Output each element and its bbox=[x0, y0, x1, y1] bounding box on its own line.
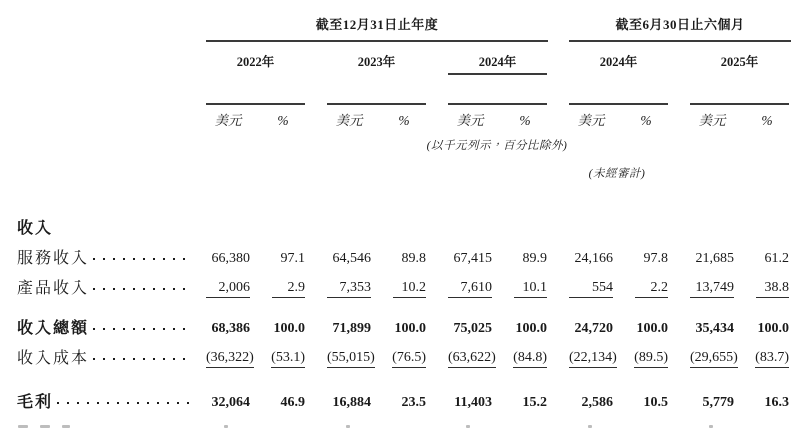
cell-text: 61.2 bbox=[764, 251, 789, 266]
cell-text: (63,622) bbox=[448, 350, 496, 368]
currency-label: 美元 bbox=[456, 113, 484, 128]
percent-value bbox=[745, 395, 789, 411]
cell-text: 7,353 bbox=[327, 280, 371, 298]
usd-value bbox=[448, 280, 492, 298]
cell-text: 2,006 bbox=[206, 280, 250, 298]
usd-value bbox=[327, 395, 371, 411]
clipped-glyph-mark bbox=[40, 425, 50, 428]
percent-value bbox=[382, 280, 426, 298]
percent-value bbox=[745, 350, 789, 368]
currency-label: 美元 bbox=[577, 113, 605, 128]
usd-value bbox=[327, 350, 375, 368]
cell-text: 68,386 bbox=[211, 321, 250, 336]
column-rule-2025 bbox=[690, 103, 789, 105]
section-label-cell bbox=[0, 219, 206, 239]
usd-value bbox=[206, 350, 254, 368]
cell-text: 11,403 bbox=[454, 395, 492, 410]
table-row bbox=[0, 344, 800, 374]
cell-text: 554 bbox=[569, 280, 613, 298]
cell-text: 15.2 bbox=[522, 395, 547, 410]
cell-text: 24,720 bbox=[574, 321, 613, 336]
usd-value bbox=[448, 321, 492, 337]
usd-value bbox=[448, 395, 492, 411]
cell-text: 23.5 bbox=[401, 395, 426, 410]
row-label: 收入成本 bbox=[17, 350, 90, 367]
table-row bbox=[0, 274, 800, 304]
cell-text: 97.1 bbox=[280, 251, 305, 266]
interim-group-rule bbox=[569, 40, 791, 42]
year-2024-underline bbox=[448, 73, 547, 75]
table-body bbox=[0, 214, 800, 418]
percent-value bbox=[624, 280, 668, 298]
percent-value bbox=[503, 350, 547, 368]
cell-text: 89.9 bbox=[522, 251, 547, 266]
cell-text: (89.5) bbox=[634, 350, 668, 368]
percent-value bbox=[382, 395, 426, 411]
dot-leader bbox=[93, 258, 190, 260]
year-label-2023: 2023年 bbox=[357, 55, 396, 69]
cell-text: 16.3 bbox=[764, 395, 789, 410]
cell-text: 2.9 bbox=[272, 280, 305, 298]
percent-value bbox=[503, 321, 547, 337]
usd-value bbox=[569, 350, 617, 368]
table-row bbox=[0, 244, 800, 274]
percent-value bbox=[503, 251, 547, 267]
clipped-glyph-mark bbox=[224, 425, 228, 428]
row-label-cell bbox=[0, 249, 206, 269]
row-label: 毛利 bbox=[17, 394, 54, 411]
usd-value bbox=[327, 280, 371, 298]
cell-text: 100.0 bbox=[757, 321, 789, 336]
column-rule-2024 bbox=[448, 103, 547, 105]
year-label-2022: 2022年 bbox=[236, 55, 275, 69]
cell-text: 71,899 bbox=[332, 321, 371, 336]
percent-value bbox=[624, 321, 668, 337]
period-header-interim: 截至6月30日止六個月 bbox=[615, 17, 745, 32]
usd-value bbox=[569, 321, 613, 337]
percent-value bbox=[261, 350, 305, 368]
clipped-glyph-mark bbox=[466, 425, 470, 428]
cell-text: 100.0 bbox=[636, 321, 668, 336]
cell-text: 66,380 bbox=[211, 251, 250, 266]
unaudited-note: (未經審計) bbox=[588, 168, 646, 180]
cell-text: (84.8) bbox=[513, 350, 547, 368]
usd-value bbox=[690, 350, 738, 368]
cell-text: 75,025 bbox=[453, 321, 492, 336]
cell-text: (53.1) bbox=[271, 350, 305, 368]
percent-value bbox=[624, 251, 668, 267]
percent-value bbox=[261, 395, 305, 411]
cell-text: 16,884 bbox=[332, 395, 371, 410]
usd-value bbox=[569, 251, 613, 267]
label-column-spacer bbox=[0, 112, 206, 129]
clipped-glyph-mark bbox=[18, 425, 28, 428]
dot-leader bbox=[93, 358, 190, 360]
cell-text: 2,586 bbox=[581, 395, 613, 410]
cell-text: 38.8 bbox=[756, 280, 789, 298]
year-label-2024: 2024年 bbox=[478, 55, 517, 69]
usd-value bbox=[690, 395, 734, 411]
percent-value bbox=[745, 251, 789, 267]
percent-value bbox=[382, 321, 426, 337]
percent-value bbox=[745, 321, 789, 337]
cell-text: 7,610 bbox=[448, 280, 492, 298]
usd-value bbox=[327, 321, 371, 337]
dot-leader bbox=[93, 328, 190, 330]
cell-text: (29,655) bbox=[690, 350, 738, 368]
column-rule-2024-interim bbox=[569, 103, 668, 105]
usd-value bbox=[569, 395, 613, 411]
cell-text: 13,749 bbox=[690, 280, 734, 298]
units-note: (以千元列示，百分比除外) bbox=[426, 140, 568, 152]
usd-value bbox=[690, 251, 734, 267]
usd-value bbox=[690, 321, 734, 337]
cell-text: (76.5) bbox=[392, 350, 426, 368]
cell-text: 10.1 bbox=[514, 280, 547, 298]
row-label-cell bbox=[0, 393, 206, 413]
currency-percent-header-row bbox=[0, 112, 800, 129]
cell-text: 97.8 bbox=[643, 251, 668, 266]
usd-value bbox=[206, 321, 250, 337]
cell-text: (83.7) bbox=[755, 350, 789, 368]
cell-text: 2.2 bbox=[635, 280, 668, 298]
currency-label: 美元 bbox=[698, 113, 726, 128]
cell-text: (55,015) bbox=[327, 350, 375, 368]
row-label-cell bbox=[0, 279, 206, 299]
percent-value bbox=[261, 280, 305, 298]
row-label: 服務收入 bbox=[17, 250, 90, 267]
percent-value bbox=[503, 280, 547, 298]
percent-value bbox=[261, 251, 305, 267]
usd-value bbox=[206, 251, 250, 267]
clipped-glyph-mark bbox=[709, 425, 713, 428]
cell-text: 32,064 bbox=[211, 395, 250, 410]
usd-value bbox=[206, 280, 250, 298]
row-label: 收入總額 bbox=[17, 320, 90, 337]
usd-value bbox=[448, 350, 496, 368]
currency-label: 美元 bbox=[214, 113, 242, 128]
cell-text: 5,779 bbox=[702, 395, 734, 410]
clipped-glyph-mark bbox=[62, 425, 70, 428]
percent-label: % bbox=[277, 113, 289, 128]
cell-text: 46.9 bbox=[280, 395, 305, 410]
clipped-glyph-mark bbox=[346, 425, 350, 428]
dot-leader bbox=[93, 288, 190, 290]
usd-value bbox=[448, 251, 492, 267]
cell-text: 89.8 bbox=[401, 251, 426, 266]
table-row bbox=[0, 388, 800, 418]
dot-leader bbox=[57, 228, 190, 230]
period-header-annual: 截至12月31日止年度 bbox=[315, 17, 439, 32]
percent-value bbox=[624, 395, 668, 411]
percent-value bbox=[503, 395, 547, 411]
cell-text: 100.0 bbox=[394, 321, 426, 336]
year-label-2025: 2025年 bbox=[720, 55, 759, 69]
usd-value bbox=[569, 280, 613, 298]
cell-text: (22,134) bbox=[569, 350, 617, 368]
percent-value bbox=[382, 251, 426, 267]
cell-text: 100.0 bbox=[273, 321, 305, 336]
cell-text: 67,415 bbox=[453, 251, 492, 266]
column-rule-2023 bbox=[327, 103, 426, 105]
usd-value bbox=[327, 251, 371, 267]
cell-text: 35,434 bbox=[695, 321, 734, 336]
currency-label: 美元 bbox=[335, 113, 363, 128]
percent-label: % bbox=[640, 113, 652, 128]
dot-leader bbox=[57, 402, 190, 404]
cell-text: 10.2 bbox=[393, 280, 426, 298]
cell-text: 10.5 bbox=[643, 395, 668, 410]
row-label-cell bbox=[0, 349, 206, 369]
cell-text: 21,685 bbox=[695, 251, 734, 266]
usd-value bbox=[206, 395, 250, 411]
percent-value bbox=[745, 280, 789, 298]
percent-value bbox=[261, 321, 305, 337]
percent-value bbox=[382, 350, 426, 368]
clipped-glyph-mark bbox=[588, 425, 592, 428]
percent-label: % bbox=[519, 113, 531, 128]
cell-text: (36,322) bbox=[206, 350, 254, 368]
usd-value bbox=[690, 280, 734, 298]
cell-text: 24,166 bbox=[574, 251, 613, 266]
percent-label: % bbox=[398, 113, 410, 128]
section-title: 收入 bbox=[17, 220, 54, 237]
column-rule-2022 bbox=[206, 103, 305, 105]
row-label: 產品收入 bbox=[17, 280, 90, 297]
row-label-cell bbox=[0, 319, 206, 339]
percent-value bbox=[624, 350, 668, 368]
cell-text: 100.0 bbox=[515, 321, 547, 336]
year-label-2024-interim: 2024年 bbox=[599, 55, 638, 69]
percent-label: % bbox=[761, 113, 773, 128]
table-row bbox=[0, 314, 800, 344]
cell-text: 64,546 bbox=[332, 251, 371, 266]
section-row-revenue bbox=[0, 214, 800, 244]
annual-group-rule bbox=[206, 40, 548, 42]
